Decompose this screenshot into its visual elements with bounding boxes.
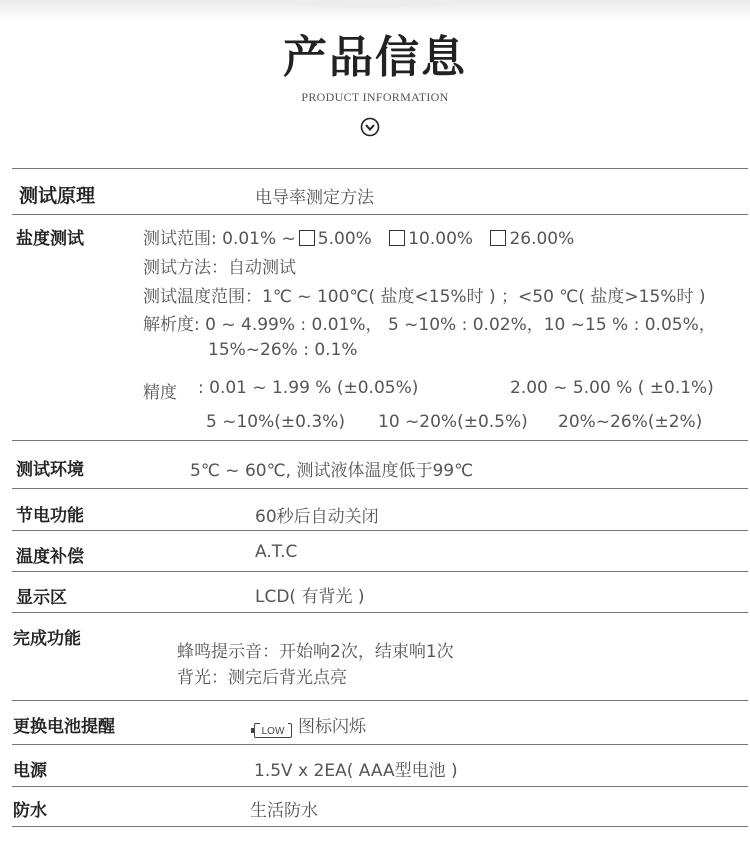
salinity-range-prefix: 测试范围: 0.01% ~ bbox=[143, 229, 296, 249]
salinity-accuracy-3: 5 ~10%(±0.3%) bbox=[206, 412, 345, 432]
divider bbox=[12, 530, 748, 531]
salinity-accuracy-4: 10 ~20%(±0.5%) bbox=[378, 412, 528, 432]
divider bbox=[12, 786, 748, 787]
row-value-temp-comp: A.T.C bbox=[255, 542, 298, 562]
salinity-resolution-2: 15%~26% : 0.1% bbox=[208, 340, 358, 360]
salinity-resolution-1: 解析度: 0 ~ 4.99% : 0.01%， 5 ~10% : 0.02%，10 ~15 % : 0.05%， bbox=[143, 315, 716, 335]
row-label-temp-comp: 温度补偿 bbox=[16, 547, 84, 567]
divider bbox=[12, 440, 748, 441]
row-value-power-save: 60秒后自动关闭 bbox=[255, 507, 379, 527]
divider bbox=[12, 744, 748, 745]
divider bbox=[12, 700, 748, 701]
row-value-display: LCD( 有背光 ) bbox=[255, 587, 365, 607]
salinity-option-2: 10.00% bbox=[408, 229, 474, 249]
salinity-accuracy-1: : 0.01 ~ 1.99 % (±0.05%) bbox=[198, 378, 419, 398]
salinity-option-3: 26.00% bbox=[509, 229, 575, 249]
chevron-down-circle-icon bbox=[360, 117, 380, 137]
salinity-temp-range: 测试温度范围：1℃ ~ 100℃( 盐度<15%时 ) ；<50 ℃( 盐度>15%时 ) bbox=[143, 287, 706, 307]
row-value-principle: 电导率测定方法 bbox=[255, 188, 374, 208]
checkbox-10[interactable] bbox=[389, 230, 405, 246]
row-value-complete-1: 蜂鸣提示音：开始响2次，结束响1次 bbox=[177, 642, 454, 662]
row-label-salinity: 盐度测试 bbox=[16, 229, 84, 249]
row-label-power: 电源 bbox=[13, 761, 47, 781]
salinity-accuracy-2: 2.00 ~ 5.00 % ( ±0.1%) bbox=[510, 378, 714, 398]
row-label-complete: 完成功能 bbox=[13, 629, 81, 649]
row-value-complete-2: 背光：测完后背光点亮 bbox=[177, 668, 347, 688]
row-label-waterproof: 防水 bbox=[13, 801, 47, 821]
divider bbox=[12, 612, 748, 613]
row-value-power: 1.5V x 2EA( AAA型电池 ) bbox=[254, 761, 458, 781]
divider bbox=[12, 214, 748, 215]
divider bbox=[12, 168, 748, 169]
salinity-accuracy-label: 精度 bbox=[143, 383, 177, 403]
row-label-principle: 测试原理 bbox=[19, 185, 96, 207]
row-label-environment: 测试环境 bbox=[16, 460, 84, 480]
salinity-method: 测试方法：自动测试 bbox=[143, 258, 296, 278]
low-battery-icon: LOW bbox=[254, 723, 292, 738]
salinity-range bbox=[143, 224, 574, 249]
divider bbox=[12, 571, 748, 572]
checkbox-5[interactable] bbox=[299, 230, 315, 246]
page-subtitle: PRODUCT INFORMATION bbox=[301, 90, 449, 104]
page-title: 产品信息 bbox=[283, 32, 467, 83]
row-value-waterproof: 生活防水 bbox=[250, 801, 318, 821]
checkbox-26[interactable] bbox=[490, 230, 506, 246]
row-label-battery-reminder: 更换电池提醒 bbox=[13, 717, 115, 737]
row-label-display: 显示区 bbox=[16, 588, 67, 608]
salinity-accuracy-5: 20%~26%(±2%) bbox=[558, 412, 703, 432]
row-value-battery-reminder bbox=[254, 712, 366, 738]
battery-reminder-text: 图标闪烁 bbox=[298, 717, 366, 737]
salinity-option-1: 5.00% bbox=[317, 229, 372, 249]
top-shadow bbox=[0, 0, 750, 20]
divider bbox=[12, 488, 748, 489]
row-label-power-save: 节电功能 bbox=[16, 506, 84, 526]
row-value-environment: 5℃ ~ 60℃, 测试液体温度低于99℃ bbox=[190, 461, 474, 481]
divider bbox=[12, 826, 748, 827]
